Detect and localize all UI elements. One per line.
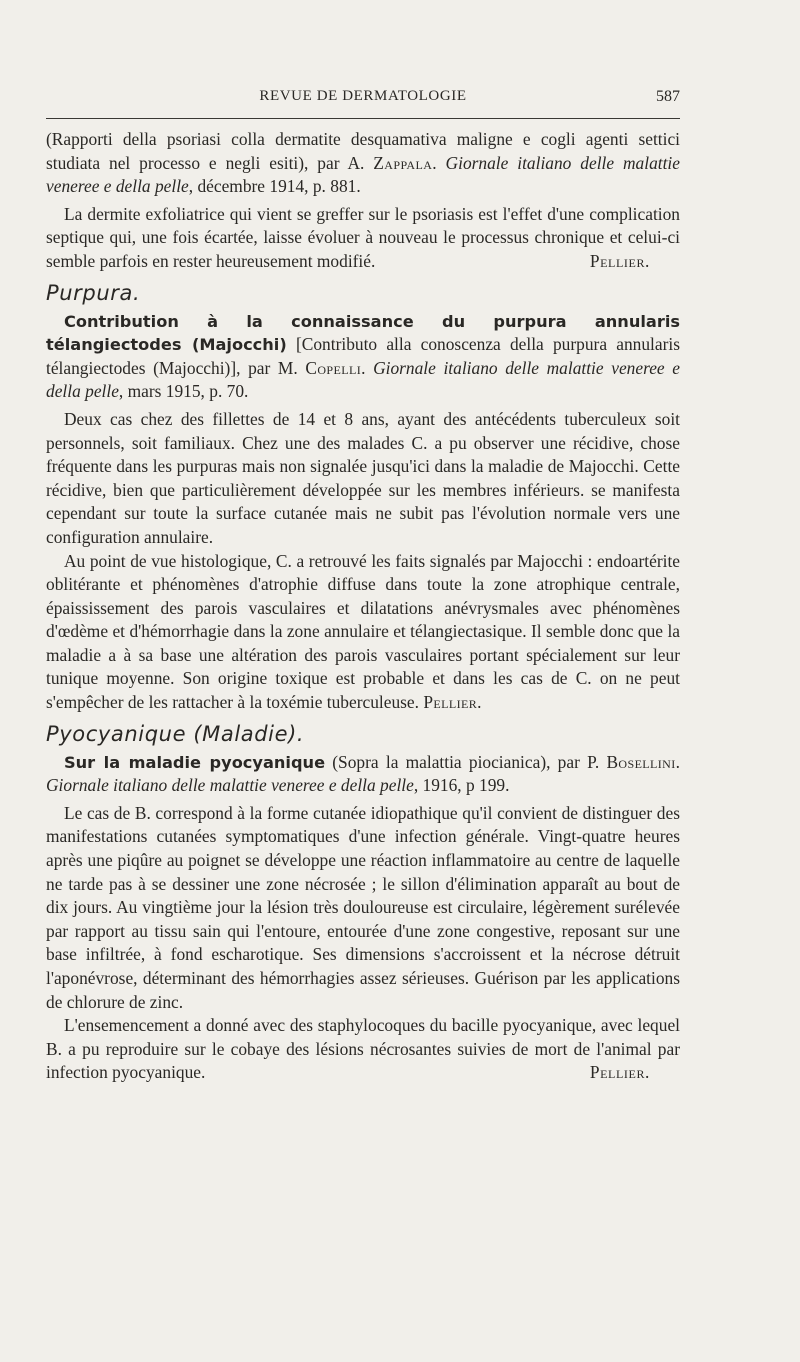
author-name: Zappala [373,152,433,173]
signature: Pellier. [589,1062,650,1083]
article-title: Sur la maladie pyocyanique [64,752,326,772]
citation-psoriasis: (Rapporti della psoriasi colla dermatite desquamativa maligne e cogli agenti settici studiata nel processo e negli esiti), par A. Zappala. Giornale italiano delle malattie veneree e della pelle, décembre 1914, p. 881. [46,129,680,197]
journal-name: Giornale italiano delle malattie veneree e della pelle [46,775,414,796]
page-header [46,88,680,112]
paragraph-purpura-histology: Au point de vue histologique, C. a retrouvé les faits signalés par Majocchi : endoartérite oblitérante et phénomènes d'atrophie diffuse dans toute la zone atrophique centrale, épaississement des parois vasculaires et dilatations anévrysmales avec phénomènes d'œdème et d'hémorrhagie dans la zone annulaire et télangiectasique. Il semble donc que la maladie a à sa base une altération des parois vasculaires portant spécialement sur leur tunique moyenne. Son origine toxique est probable et dans les cas de C. on ne peut s'empêcher de les rattacher à la toxémie tuberculeuse. Pellier. [46,550,680,713]
citation-purpura: Contribution à la connaissance du purpura annularis télangiectodes (Majocchi) [Contributo alla conoscenza della purpura annularis télangiectodes (Majocchi)], par M. Copelli. Giornale italiano delle malattie veneree e della pelle, mars 1915, p. 70. [46,311,681,402]
citation-pyocyanique: Sur la maladie pyocyanique (Sopra la malattia piocianica), par P. Bosellini. Giornale italiano delle malattie veneree e della pelle, 1916, p 199. [46,751,680,796]
paragraph-pyocyanique-case: Le cas de B. correspond à la forme cutanée idiopathique qu'il convient de distinguer des manifestations cutanées symptomatiques d'une infection générale. Vingt-quatre heures après une piqûre au poignet se développe une réaction inflammatoire au centre de laquelle ne tarde pas à se dessiner une zone nécrosée ; le sillon d'élimination apparaît au bout de dix jours. Au vingtième jour la lésion très douloureuse est circulaire, légèrement surélevée par rapport au tissu sain qui l'entoure, entourée d'une zone congestive, reposant sur une base infiltrée, à fond escharotique. Ses dimensions s'accroissent et la nécrose détruit l'aponévrose, déterminant des hémorrhagies assez sérieuses. Guérison par les applications de chlorure de zinc. [46,802,680,1012]
paragraph-pyocyanique-culture: L'ensemencement a donné avec des staphylocoques du bacille pyocyanique, avec lequel B. a pu reproduire sur le cobaye des lésions nécrosantes suivies de mort de l'animal par infection pyocyanique. Pellier. [46,1014,680,1085]
paragraph-purpura-cases: Deux cas chez des fillettes de 14 et 8 ans, ayant des antécédents tuberculeux soit personnels, soit familiaux. Chez une des malades C. a pu observer une récidive, chose fréquente dans les purpuras mais non signalée jusqu'ici dans la maladie de Majocchi. Cette récidive, bien que particulièrement développée sur les membres inférieurs. se manifesta cependant sur toute la surface cutanée mais ne subit pas l'évolution normale vers une configuration annulaire. [46,408,680,547]
signature: Pellier. [589,250,650,271]
running-title: REVUE DE DERMATOLOGIE [259,88,467,104]
section-heading-purpura: Purpura. [46,280,141,305]
header-rule [46,118,680,119]
summary-psoriasis: La dermite exfoliatrice qui vient se greffer sur le psoriasis est l'effet d'une complication septique qui, une fois écartée, laisse évoluer à nouveau le processus chronique et celui-ci semble parfois en rester heureusement modifié. Pellier. [46,203,680,274]
page-number: 587 [656,88,680,105]
article-body [46,128,680,1085]
journal-name: Giornale italiano delle malattie veneree e della pelle [46,357,680,402]
author-name: Bosellini [606,751,676,772]
signature: Pellier. [423,692,482,713]
author-name: Copelli [305,357,362,378]
article-title: Contribution à la connaissance du purpura annularis télangiectodes (Majocchi) [46,311,680,355]
section-heading-pyocyanique: Pyocyanique (Maladie). [46,721,305,746]
journal-name: Giornale italiano delle malattie veneree e della pelle [46,152,680,197]
